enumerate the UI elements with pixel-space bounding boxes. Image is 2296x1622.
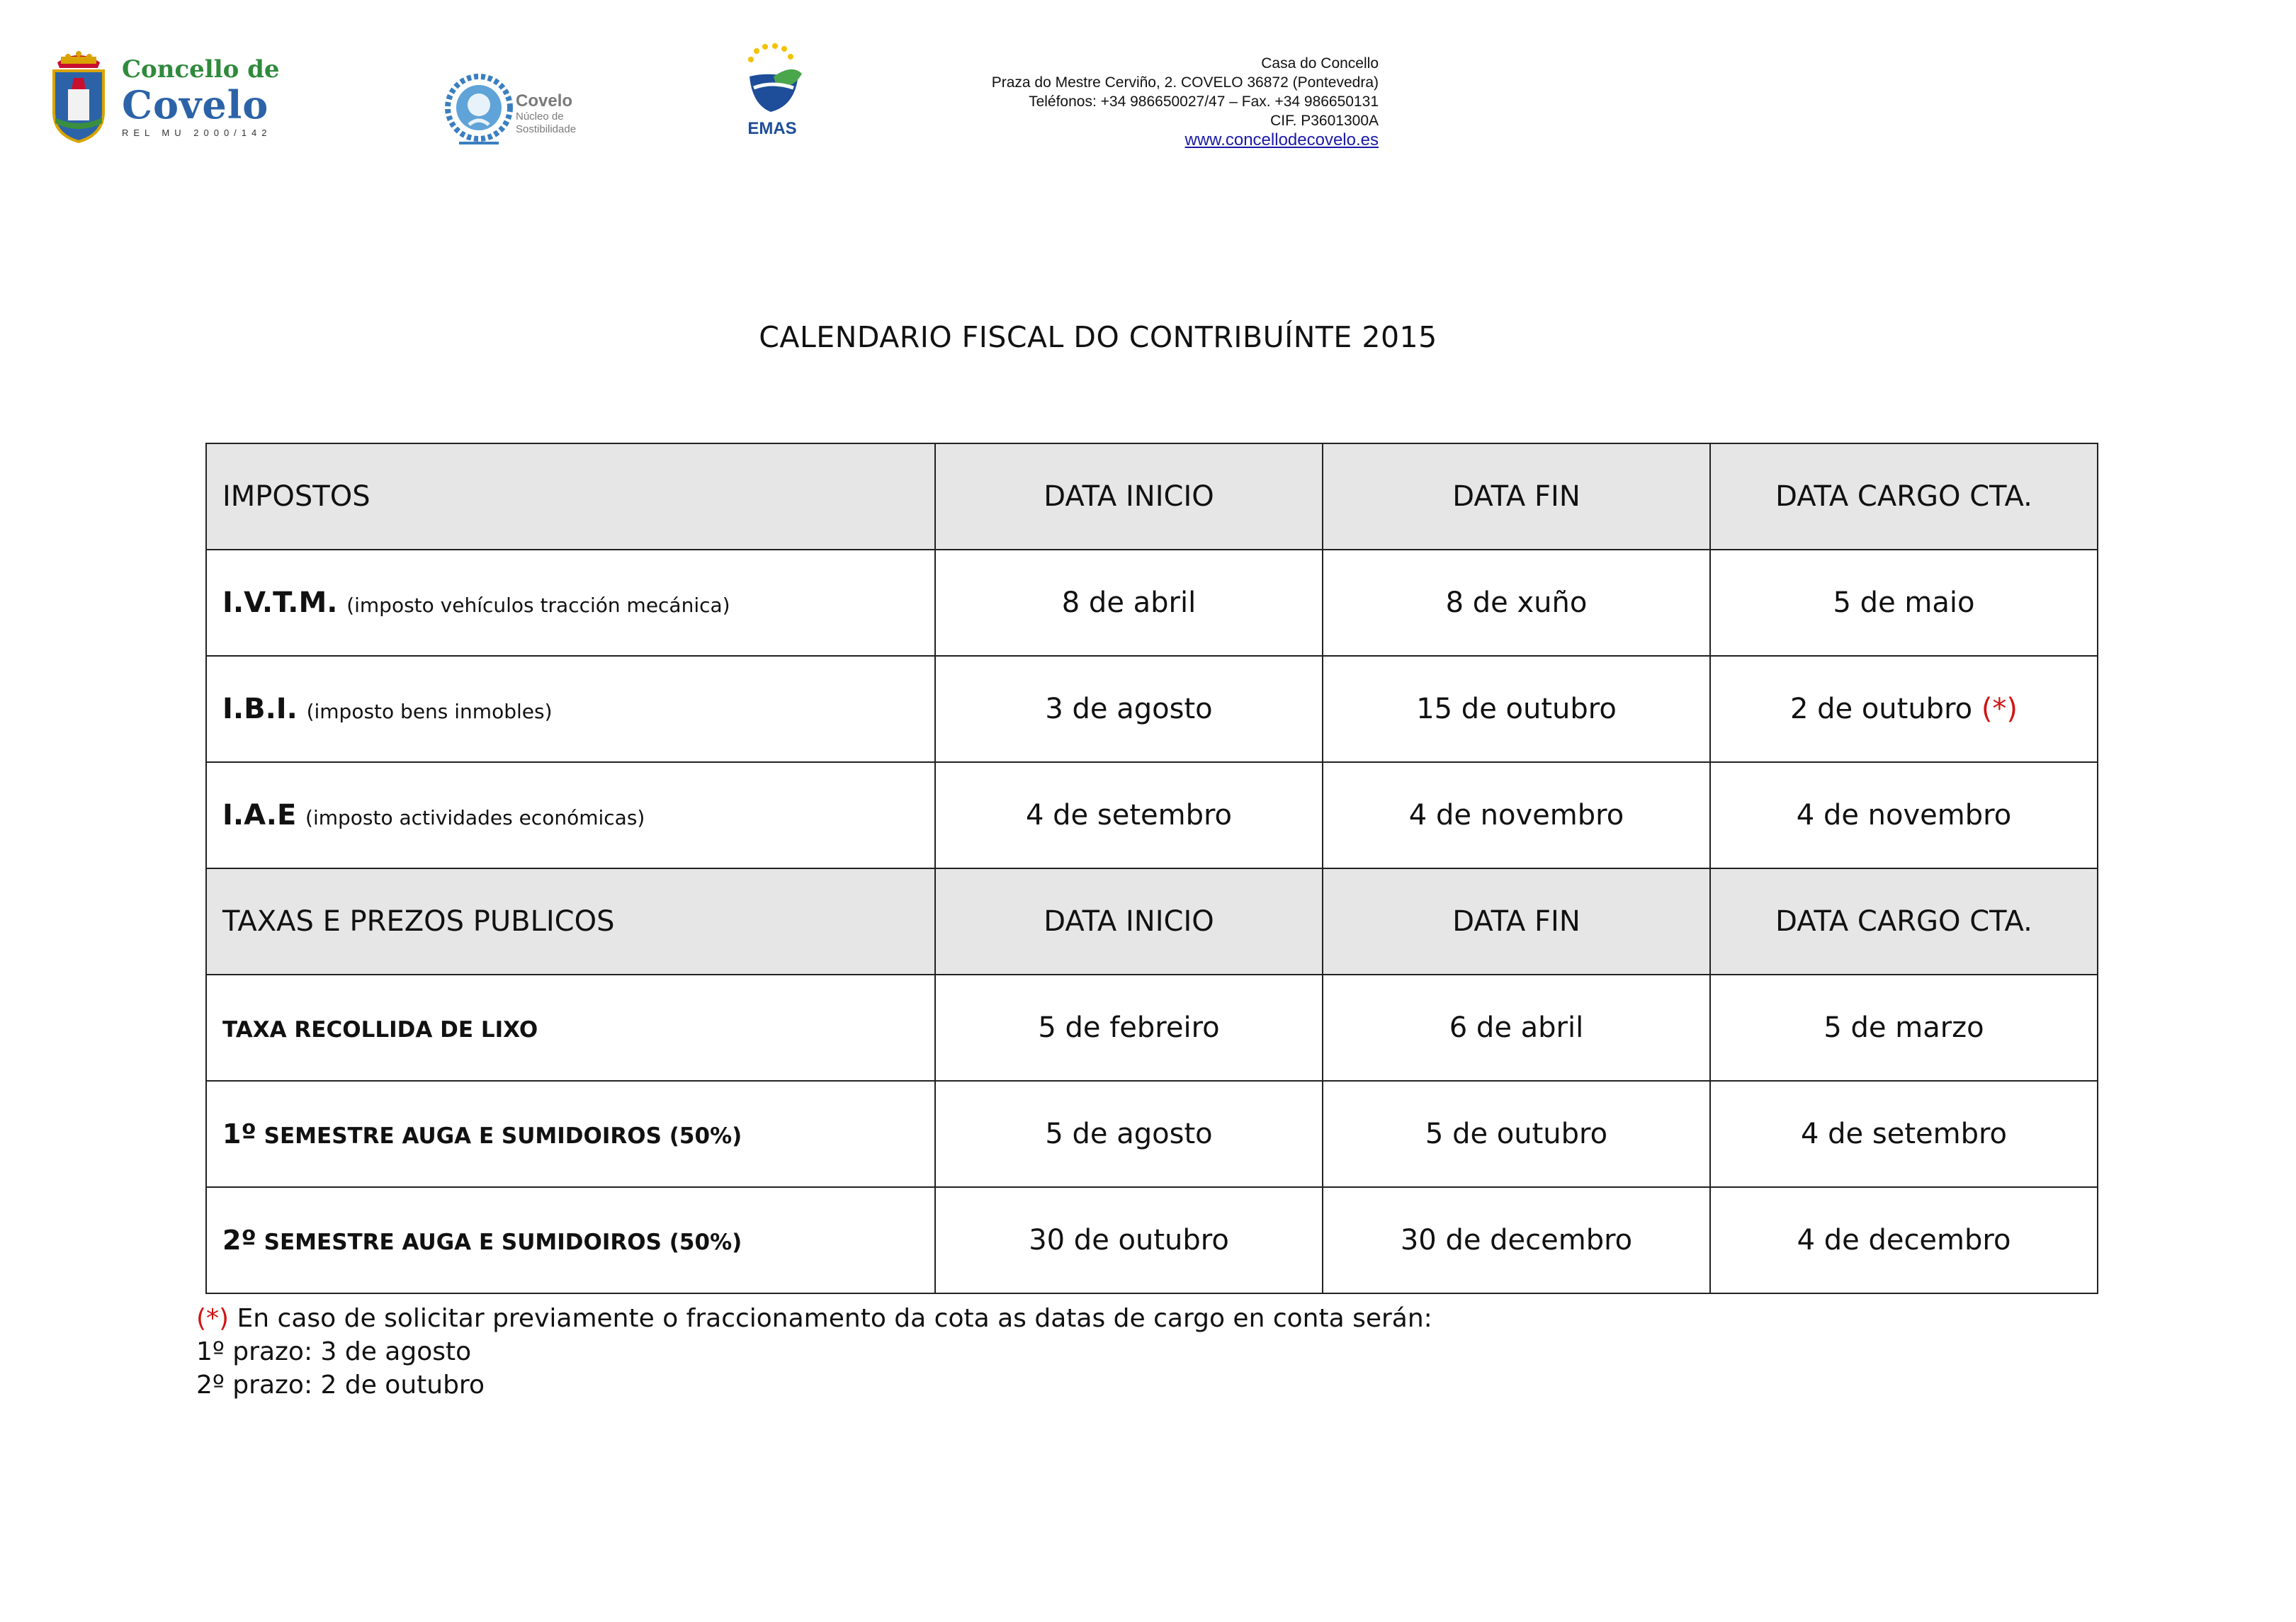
document-title: CALENDARIO FISCAL DO CONTRIBUÍNTE 2015 <box>759 320 1437 354</box>
header-data-cargo: DATA CARGO CTA. <box>1710 868 2098 975</box>
tax-name-cell <box>206 1187 935 1293</box>
date-inicio: 8 de abril <box>935 550 1323 656</box>
table-row <box>206 550 2098 656</box>
date-cargo: 5 de marzo <box>1710 975 2098 1081</box>
header-taxas: TAXAS E PREZOS PUBLICOS <box>206 868 935 975</box>
date-cargo-cell <box>1710 656 2098 762</box>
table-row <box>206 656 2098 762</box>
website-link[interactable]: www.concellodecovelo.es <box>1184 130 1379 149</box>
date-inicio: 3 de agosto <box>935 656 1323 762</box>
footnote-line-1 <box>196 1302 1432 1335</box>
table-row <box>206 1187 2098 1293</box>
emas-logo <box>737 42 815 142</box>
emas-emblem-icon <box>737 42 808 119</box>
footnote-line-3: 2º prazo: 2 de outubro <box>196 1371 485 1400</box>
sostibilidade-emblem-icon <box>445 65 514 153</box>
header-data-cargo: DATA CARGO CTA. <box>1710 443 2098 550</box>
contact-block <box>992 54 1379 149</box>
date-cargo: 5 de maio <box>1710 550 2098 656</box>
contact-line-1: Casa do Concello <box>1261 55 1379 72</box>
fiscal-calendar-table <box>205 443 2098 1294</box>
date-inicio: 30 de outubro <box>935 1187 1323 1293</box>
logo-line-3: REL MU 2000/142 <box>122 127 272 138</box>
concello-logo <box>47 47 281 153</box>
header-data-inicio: DATA INICIO <box>935 443 1323 550</box>
date-cargo: 4 de setembro <box>1710 1081 2098 1187</box>
table-row <box>206 975 2098 1081</box>
date-fin: 5 de outubro <box>1323 1081 1710 1187</box>
tax-desc: (imposto bens inmobles) <box>306 700 553 723</box>
tax-desc: (imposto actividades económicas) <box>305 806 645 829</box>
tax-name: TAXA RECOLLIDA DE LIXO <box>222 1017 538 1043</box>
date-fin: 6 de abril <box>1323 975 1710 1081</box>
date-fin: 15 de outubro <box>1323 656 1710 762</box>
table-row <box>206 1081 2098 1187</box>
nucleo-line-1: Covelo <box>516 91 573 110</box>
table-header-row <box>206 868 2098 975</box>
date-cargo: 4 de novembro <box>1710 762 2098 868</box>
tax-name-cell <box>206 762 935 868</box>
header-impostos: IMPOSTOS <box>206 443 935 550</box>
footnote-line-2: 1º prazo: 3 de agosto <box>196 1337 472 1366</box>
table-header-row <box>206 443 2098 550</box>
header-data-inicio: DATA INICIO <box>935 868 1323 975</box>
tax-name-cell <box>206 656 935 762</box>
table-row <box>206 762 2098 868</box>
date-inicio: 5 de agosto <box>935 1081 1323 1187</box>
logo-line-2: Covelo <box>122 82 269 127</box>
footnote <box>196 1302 1432 1402</box>
nucleo-line-3: Sostibilidade <box>516 123 577 135</box>
tax-name-cell <box>206 550 935 656</box>
asterisk-mark: (*) <box>1981 693 2018 725</box>
date-inicio: 5 de febreiro <box>935 975 1323 1081</box>
contact-line-3: Teléfonos: +34 986650027/47 – Fax. +34 986650131 <box>1029 93 1379 110</box>
tax-abbr: I.B.I. <box>222 693 298 725</box>
coat-of-arms-icon <box>47 47 111 146</box>
tax-desc: (imposto vehículos tracción mecánica) <box>346 594 730 617</box>
tax-name-cell <box>206 1081 935 1187</box>
date-fin: 8 de xuño <box>1323 550 1710 656</box>
footnote-text: En caso de solicitar previamente o fraccionamento da cota as datas de cargo en conta serán: <box>237 1304 1432 1333</box>
tax-name-cell <box>206 975 935 1081</box>
date-fin: 30 de decembro <box>1323 1187 1710 1293</box>
header-data-fin: DATA FIN <box>1323 868 1710 975</box>
asterisk-mark: (*) <box>196 1304 230 1333</box>
header-data-fin: DATA FIN <box>1323 443 1710 550</box>
date-inicio: 4 de setembro <box>935 762 1323 868</box>
tax-abbr: I.V.T.M. <box>222 586 338 619</box>
semester-ordinal: 2º <box>222 1225 256 1256</box>
contact-line-2: Praza do Mestre Cerviño, 2. COVELO 36872 (Pontevedra) <box>991 74 1379 91</box>
nucleo-line-2: Núcleo de <box>516 110 564 123</box>
date-cargo: 4 de decembro <box>1710 1187 2098 1293</box>
contact-line-4: CIF. P3601300A <box>1270 113 1379 129</box>
tax-abbr: I.A.E <box>222 799 297 832</box>
date-cargo: 2 de outubro <box>1789 693 1973 725</box>
tax-name: SEMESTRE AUGA E SUMIDOIROS (50%) <box>264 1123 742 1149</box>
emas-label: EMAS <box>747 119 797 138</box>
date-fin: 4 de novembro <box>1323 762 1710 868</box>
semester-ordinal: 1º <box>222 1118 256 1150</box>
sostibilidade-logo <box>445 65 601 157</box>
tax-name: SEMESTRE AUGA E SUMIDOIROS (50%) <box>264 1230 742 1255</box>
logo-line-1: Concello de <box>122 55 280 84</box>
